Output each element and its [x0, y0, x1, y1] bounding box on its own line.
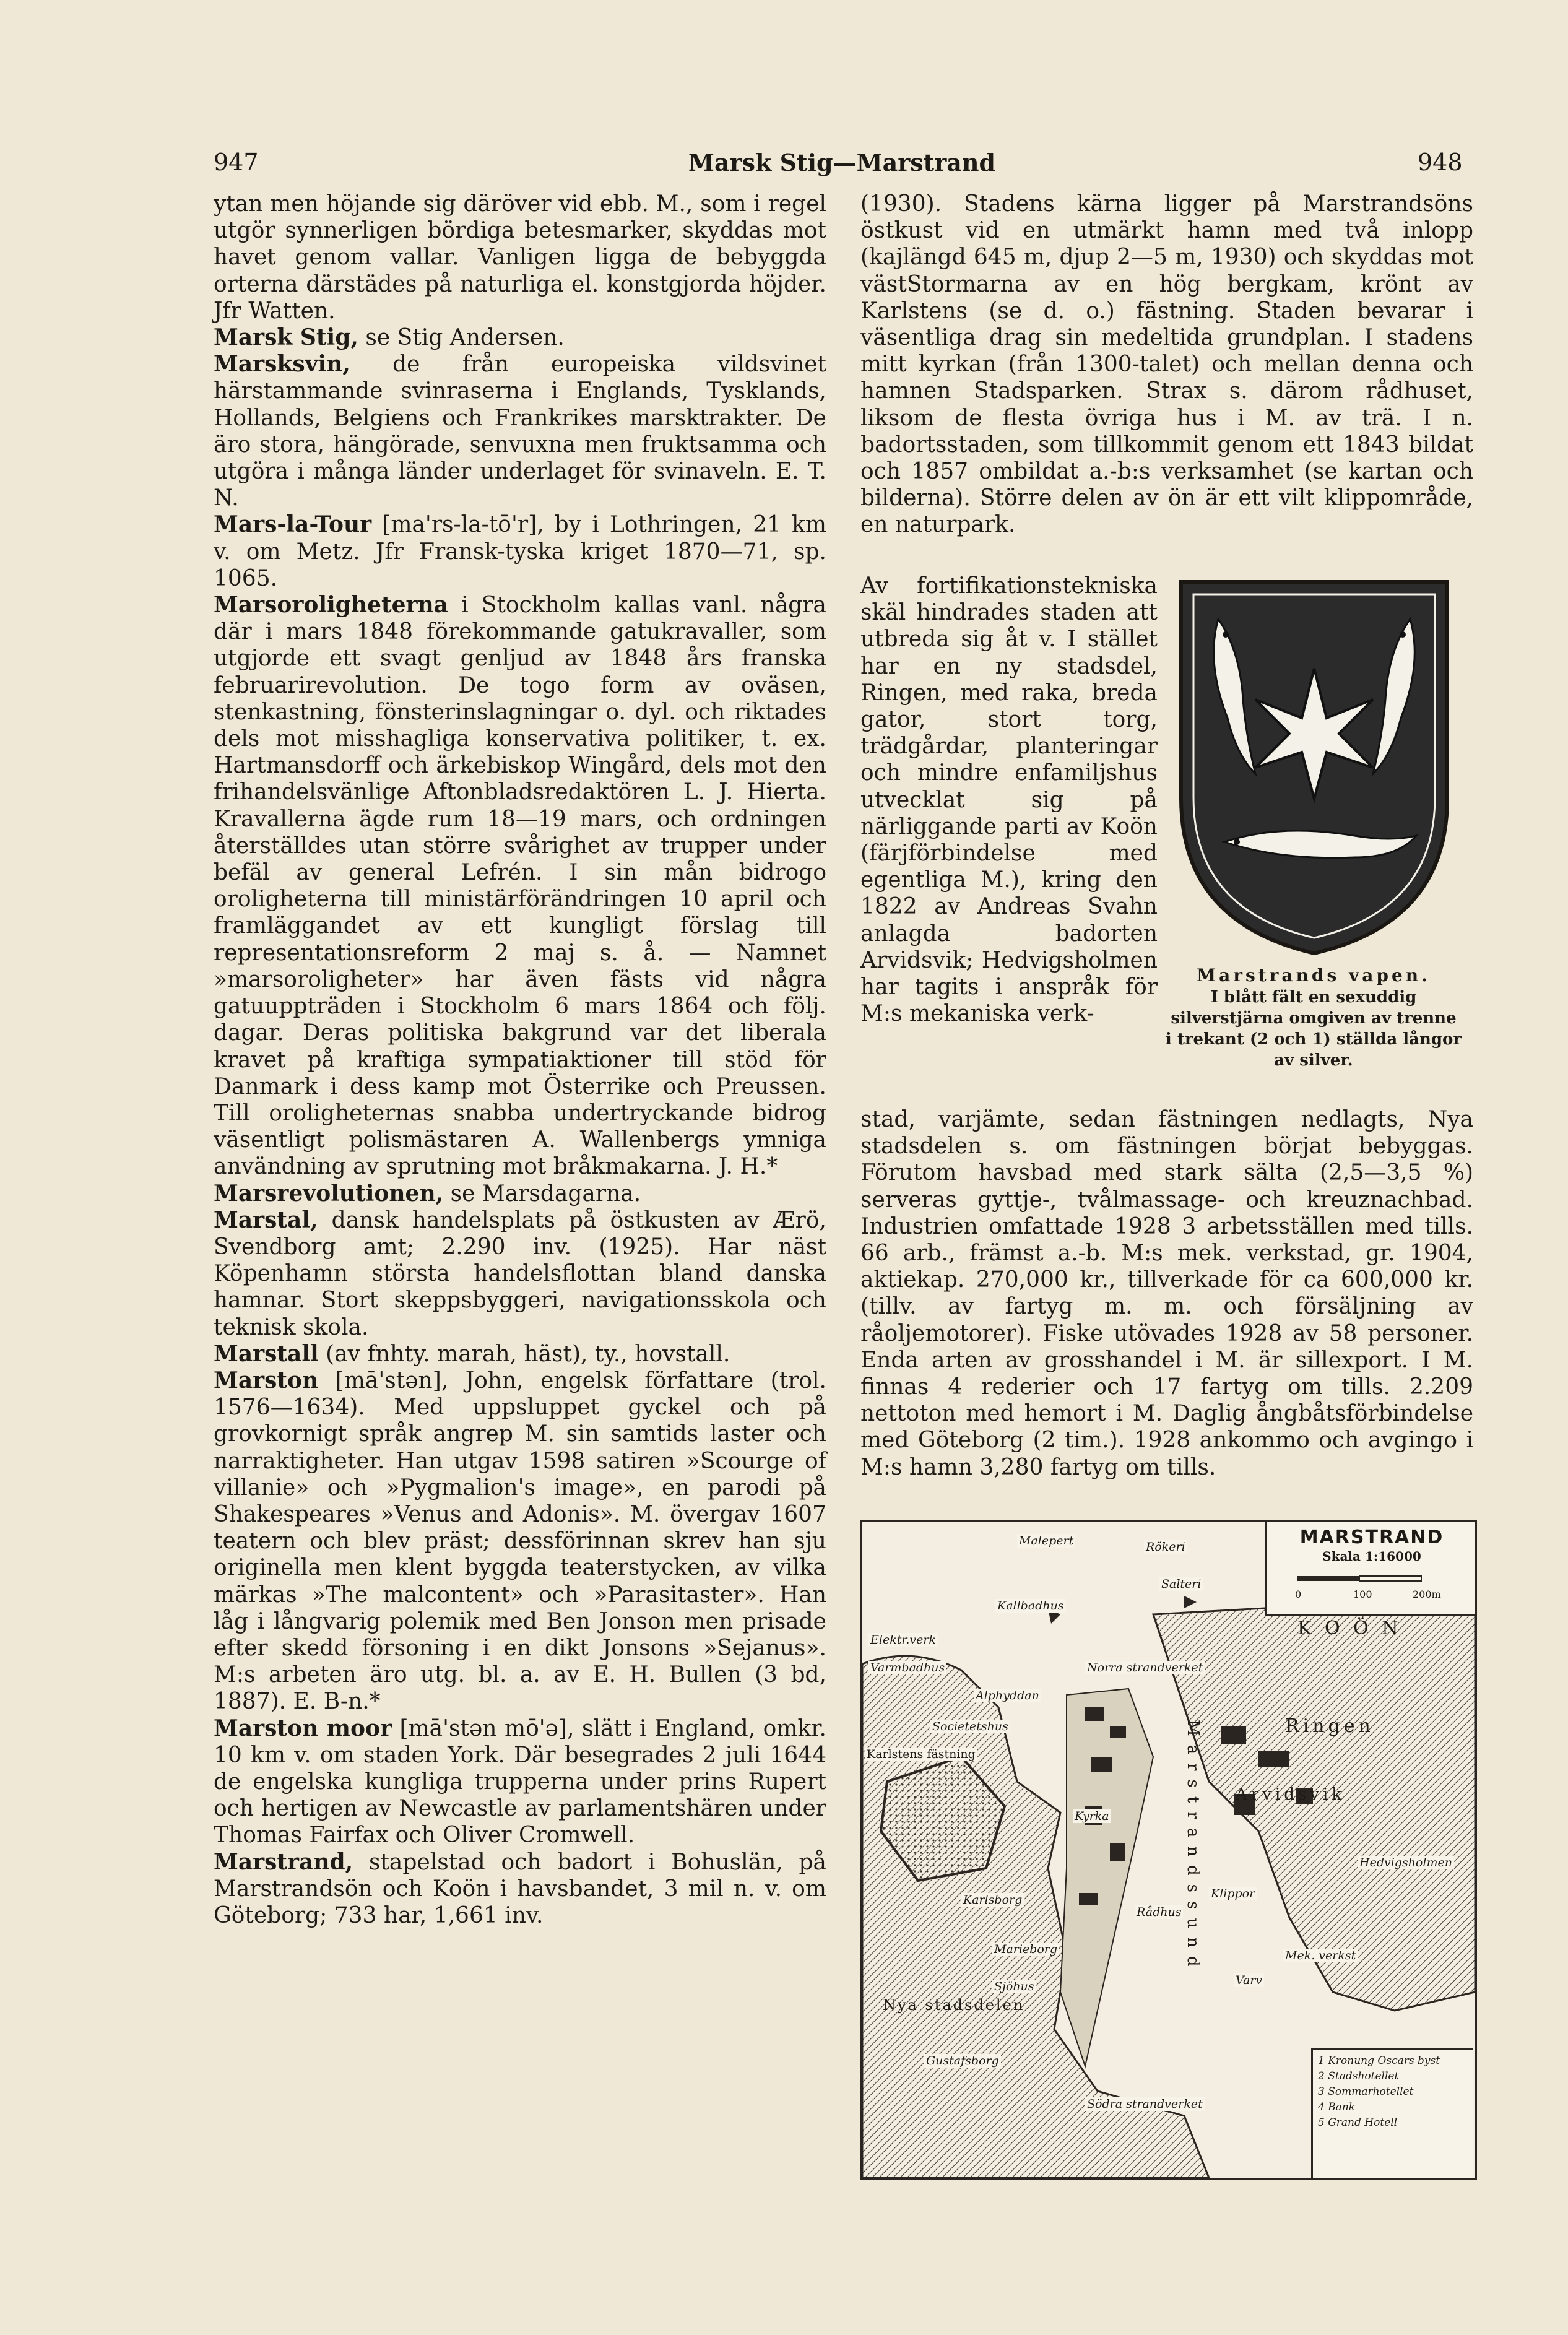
- entry-body: [mā'stən], John, engelsk författare (trol. 1576—1634). Med uppsluppet gyckel och på grovkornigt språk angrep M. sin samtids laster och narraktigheter. Han utgav 1598 satiren »Scourge of villanie» och »Pygmalion's image», en parodi på Shakespeares »Venus and Adonis». M. övergav 1607 teatern och blev präst; dessförinnan skrev han sju originella men klent byggda teaterstycken, av vilka märkas »The malcontent» och »Parasitaster». Han låg i långvarig polemik med Ben Jonson men prisade efter skedd försoning i en dikt Jonsons »Sejanus». M:s arbeten äro utg. bl. a. av E. H. Bullen (3 bd, 1887). E. B-n.*: [214, 1367, 826, 1715]
- entry-body: stapelstad och badort i Bohuslän, på Marstrandsön och Koön i havsbandet, 3 mil n. v. om Göteborg; 733 har, 1,661 inv.: [214, 1849, 826, 1928]
- entry-paragraph: [214, 1180, 826, 1207]
- entry-headword: Marstall: [214, 1340, 319, 1367]
- map-label-norra-strandverket: Norra strandverket: [1085, 1661, 1205, 1674]
- entry-paragraph: [214, 351, 826, 511]
- coat-of-arms-caption-text: I blått fält en sexuddig silverstjärna omgiven av trenne i trekant (2 och 1) ställda långor av silver.: [1165, 988, 1462, 1070]
- scale-tick-100: 100: [1353, 1588, 1372, 1600]
- map-label-karlstens: Karlstens fästning: [865, 1748, 977, 1761]
- map-label-sjohus: Sjöhus: [992, 1980, 1036, 1993]
- map-label-karlsborg: Karlsborg: [961, 1893, 1024, 1907]
- map-label-mek-verkst: Mek. verkst: [1283, 1949, 1358, 1962]
- scale-tick-200: 200m: [1413, 1588, 1441, 1600]
- map-label-varmbadhus: Varmbadhus: [868, 1661, 946, 1674]
- map-label-radhus: Rådhus: [1135, 1905, 1183, 1919]
- entry-paragraph: [214, 324, 826, 351]
- coat-of-arms-image: [1169, 576, 1460, 960]
- scale-tick-0: 0: [1295, 1588, 1302, 1600]
- map-label-kallbadhus: Kallbadhus: [995, 1599, 1066, 1613]
- left-column: [214, 191, 826, 1929]
- scale-bar: [1291, 1570, 1452, 1588]
- map-label-salteri: Salteri: [1159, 1577, 1203, 1591]
- map-label-klippor: Klippor: [1209, 1887, 1257, 1900]
- map-label-elektrverk: Elektr.verk: [868, 1633, 938, 1647]
- legend-item-1: 1 Kronung Oscars byst: [1318, 2055, 1440, 2067]
- map-label-societetshus: Societetshus: [930, 1720, 1010, 1733]
- marstrand-continued-text: (1930). Stadens kärna ligger på Marstrandsöns östkust vid en utmärkt hamn med två inlopp (kajlängd 645 m, djup 2—5 m, 1930) och skyddas mot västStormarna av en hög bergkam, krönt av Karlstens (se d. o.) fästning. Staden bevarar i väsentliga drag sin medeltida grundplan. I stadens mitt kyrkan (från 1300-talet) och mellan denna och hamnen Stadsparken. Strax s. därom rådhuset, liksom de flesta övriga hus i M. av trä. I n. badortsstaden, som tillkommit genom ett 1843 bildat och 1857 ombildat a.-b:s verksamhet (se kartan och bilderna). Större delen av ön är ett vilt klippområde, en naturpark.: [860, 191, 1473, 538]
- entry-headword: Marstrand,: [214, 1848, 353, 1875]
- town-area: [1060, 1689, 1153, 2066]
- entry-headword: Mars-la-Tour: [214, 511, 372, 538]
- map-title: MARSTRAND: [1299, 1527, 1444, 1548]
- coat-of-arms-caption-title: Marstrands vapen.: [1197, 965, 1431, 986]
- map-label-malepert: Malepert: [1017, 1534, 1075, 1548]
- marstrand-bottom-text: stad, varjämte, sedan fästningen nedlagts, Nya stadsdelen s. om fästningen börjat bebyggas. Förutom havsbad med stark sälta (2,5—3,5 %) serveras gyttje-, tvålmassage- och kreuznachbad. Industrien omfattade 1928 3 arbetsställen med tills. 66 arb., främst a.-b. M:s mek. verkstad, gr. 1904, aktiekap. 270,000 kr., tillverkade för ca 600,000 kr. (tillv. av fartyg m. m. och försäljning av råoljemotorer). Fiske utövades 1928 av 58 personer. Enda arten av grosshandel i M. är sillexport. I M. finnas 4 rederier och 17 fartyg om tills. 2.209 nettoton med hemort i M. Daglig ångbåtsförbindelse med Göteborg (2 tim.). 1928 ankommo och avgingo i M:s hamn 3,280 fartyg om tills.: [860, 1107, 1473, 1480]
- map-label-hedvigsholmen-top: Hedvigsholmen: [1358, 1856, 1454, 1869]
- map-label-sund: Marstrandssund: [1184, 1720, 1202, 1975]
- entry-body: dansk handelsplats på östkusten av Ærö, Svendborg amt; 2.290 inv. (1925). Har näst Köpenhamn största handelsflottan bland danska hamnar. Stort skeppsbyggeri, navigationsskola och teknisk skola.: [214, 1207, 826, 1340]
- running-title: Marsk Stig—Marstrand: [688, 149, 996, 176]
- map-label-varv: Varv: [1234, 1973, 1264, 1987]
- right-column-wrap: [860, 573, 1158, 1027]
- map-label-gustafsborg: Gustafsborg: [924, 2054, 1001, 2068]
- entry-headword: Marston moor: [214, 1715, 392, 1741]
- legend-item-4: 4 Bank: [1318, 2101, 1356, 2113]
- entry-body: [mā'stən mō'ə], slätt i England, omkr. 10 km v. om staden York. Där besegrades 2 juli 1644 de engelska kungliga trupperna under prins Rupert och hertigen av Newcastle av parlamentshären under Thomas Fairfax och Oliver Cromwell.: [214, 1715, 827, 1848]
- map-scale: Skala 1:16000: [1322, 1549, 1421, 1564]
- entry-paragraph: [214, 511, 826, 592]
- map-label-marieborg: Marieborg: [992, 1943, 1059, 1956]
- map-label-ringen: Ringen: [1285, 1715, 1374, 1737]
- map-label-rokeri: Rökeri: [1144, 1540, 1187, 1554]
- entry-body: [ma'rs-la-tō'r], by i Lothringen, 21 km v. om Metz. Jfr Fransk-tyska kriget 1870—71, sp. 1065.: [214, 512, 826, 591]
- legend-item-2: 2 Stadshotellet: [1318, 2070, 1399, 2082]
- coat-of-arms-caption: [1165, 964, 1462, 1071]
- entry-paragraph: [214, 1367, 826, 1715]
- map-label-arvidsvik: Arvidsvik: [1236, 1785, 1345, 1804]
- entry-paragraph: [214, 592, 826, 1180]
- entry-body: (av fnhty. marah, häst), ty., hovstall.: [318, 1341, 730, 1367]
- right-column-bottom: [860, 1106, 1473, 1481]
- entry-paragraph: [214, 1207, 826, 1341]
- entry-paragraph: [214, 1849, 826, 1930]
- map-legend: [1311, 2048, 1473, 2178]
- map-title-box: [1265, 1522, 1477, 1616]
- entry-headword: Marston: [214, 1367, 319, 1393]
- legend-item-5: 5 Grand Hotell: [1318, 2116, 1398, 2129]
- page-number-left: 947: [214, 149, 259, 176]
- entry-headword: Marstal,: [214, 1206, 318, 1233]
- marstrand-map: [860, 1520, 1477, 2180]
- entry-body: se Stig Andersen.: [358, 325, 565, 351]
- page-number-right: 948: [1418, 149, 1463, 176]
- map-label-kyrka: Kyrka: [1073, 1809, 1111, 1823]
- entry-headword: Marsoroligheterna: [214, 592, 449, 618]
- entry-headword: Marsksvin,: [214, 351, 350, 378]
- entry-headword: Marsrevolutionen,: [214, 1180, 444, 1206]
- entry-paragraph: [214, 1715, 826, 1849]
- map-label-sodra-strandverket: Södra strandverket: [1085, 2097, 1205, 2111]
- map-label-alphyddan: Alphyddan: [974, 1689, 1041, 1702]
- entry-body: i Stockholm kallas vanl. några där i mars 1848 förekommande gatukravaller, som utgjorde ett svagt genljud av 1848 års franska februarirevolution. De togo form av oväsen, stenkastning, fönsterinslagningar o. dyl. och riktades dels mot misshagliga konservativa politiker, t. ex. Hartmansdorff och ärkebiskop Wingård, dels mot den frihandelsvänlige Aftonbladsredaktören L. J. Hierta. Kravallerna ägde rum 18—19 mars, och ordningen återställdes utan större svårighet av trupper under befäl av general Lefrén. I sin mån bidrogo oroligheterna till ministärförändringen 10 april och framläggandet av ett kungligt förslag till representationsreform 2 maj s. å. — Namnet »marsoroligheter» har även fästs vid några gatuuppträden i Stockholm 6 mars 1864 och följ. dagar. Deras politiska bakgrund var det liberala kravet på kraftiga sympatiaktioner till stöd för Danmark i dess kamp mot Österrike och Preussen. Till oroligheternas snabba undertryckande bidrog väsentligt polismästaren A. Wallenbergs ymniga användning av sprutning mot bråkmakarna. J. H.*: [214, 592, 826, 1180]
- entry-headword: Marsk Stig,: [214, 324, 358, 351]
- map-label-nya-stadsdelen: Nya stadsdelen: [883, 1996, 1025, 2014]
- map-label-koon: K O Ö N: [1297, 1618, 1402, 1639]
- right-column-top: [860, 191, 1473, 539]
- entry-paragraph: [214, 1341, 826, 1367]
- marstrand-wrap-text: Av fortifikationstekniska skäl hindrades staden att utbreda sig åt v. I stället har en ny stadsdel, Ringen, med raka, breda gator, stort torg, trädgårdar, planteringar och mindre enfamiljshus utvecklat sig på närliggande parti av Koön (färjförbindelse med egentliga M.), kring den 1822 av Andreas Svahn anlagda badorten Arvidsvik; Hedvigsholmen har tagits i anspråk för M:s mekaniska verk-: [860, 573, 1158, 1027]
- entry-paragraph: ytan men höjande sig däröver vid ebb. M., som i regel utgör synnerligen bördiga betesmarker, skyddas mot havet genom vallar. Vanligen ligga de bebyggda orterna därstädes på naturliga el. konstgjorda höjder. Jfr Watten.: [214, 191, 826, 324]
- entry-body: se Marsdagarna.: [443, 1180, 641, 1206]
- entry-body: de från europeiska vildsvinet härstammande svinraserna i Englands, Tysklands, Hollands, Belgiens och Frankrikes marsktrakter. De äro stora, hängörade, senvuxna men fruktsamma och utgöra i många länder underlaget för svinaveln. E. T. N.: [214, 352, 826, 511]
- legend-item-3: 3 Sommarhotellet: [1318, 2086, 1414, 2098]
